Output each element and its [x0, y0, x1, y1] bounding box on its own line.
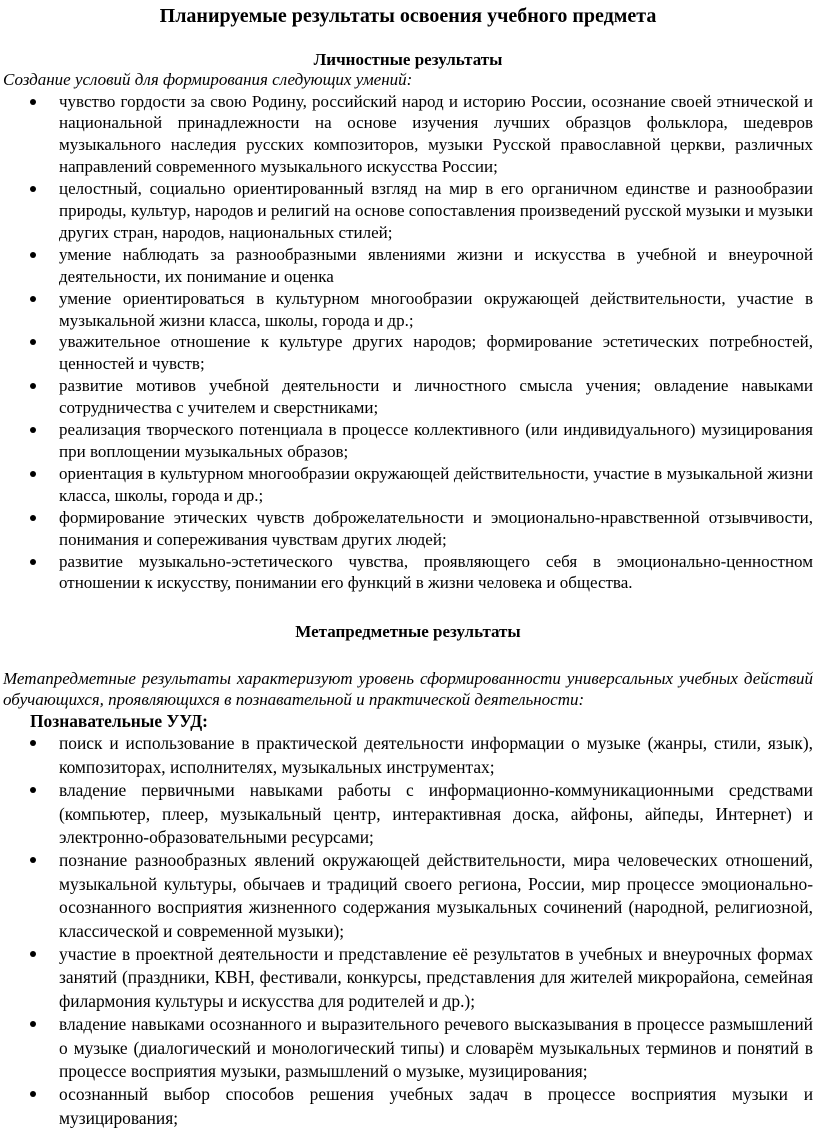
list-item: [3, 1083, 813, 1130]
document-title: Планируемые результаты освоения учебного предмета: [159, 5, 657, 27]
list-item-text: владение навыками осознанного и выразительного речевого высказывания в процессе размышлений о музыке (диалогический и монологический типы) и словарём музыкальных терминов и понятий в процессе восприятия музыки, размышлений о музыке, музицирования;: [59, 1014, 813, 1082]
list-item-text: уважительное отношение к культуре других народов; формирование эстетических потребностей, ценностей и чувств;: [59, 332, 813, 374]
list-item-text: развитие мотивов учебной деятельности и личностного смысла учения; овладение навыками сотрудничества с учителем и сверстниками;: [59, 376, 813, 418]
bullet-icon: [30, 515, 36, 521]
bullet-icon: [30, 1021, 36, 1027]
list-item-text: развитие музыкально-эстетического чувства, проявляющего себя в эмоционально-ценностном отношении к искусству, понимании его функций в жизни человека и общества.: [59, 551, 813, 593]
list-item: [3, 507, 813, 551]
list-item: [3, 178, 813, 244]
list-item: [3, 551, 813, 595]
list-item: [3, 331, 813, 375]
list-item-text: чувство гордости за свою Родину, российский народ и историю России, осознание своей этнической и национальной принадлежности на основе изучения лучших образцов фольклора, шедевров музыкального наследия русских композиторов, музыки Русской православной церкви, различных направлений современного музыкального искусства России;: [59, 91, 813, 177]
list-item: [3, 375, 813, 419]
bullet-icon: [30, 1091, 36, 1097]
list-item: [3, 849, 813, 943]
section-gap: [3, 642, 813, 667]
bullet-icon: [30, 339, 36, 345]
list-item-text: осознанный выбор способов решения учебных задач в процессе восприятия музыки и музицирования;: [59, 1084, 813, 1128]
list-item-text: целостный, социально ориентированный взгляд на мир в его органичном единстве и разнообразии природы, культур, народов и религий на основе сопоставления произведений русской музыки и музыки других стран, народов, национальных стилей;: [59, 179, 813, 242]
list-item: [3, 1013, 813, 1083]
list-item: [3, 419, 813, 463]
meta-results-heading: Метапредметные результаты: [295, 622, 521, 642]
cognitive-uud-heading: Познавательные УУД:: [30, 711, 208, 732]
bullet-icon: [30, 787, 36, 793]
list-item: [3, 732, 813, 779]
section-gap: [3, 594, 813, 622]
list-item: [3, 779, 813, 849]
list-item: [3, 943, 813, 1013]
list-item: [3, 244, 813, 288]
list-item-text: ориентация в культурном многообразии окружающей действительности, участие в музыкальной жизни класса, школы, города и др.;: [59, 463, 813, 505]
list-item: [3, 91, 813, 179]
list-item-text: участие в проектной деятельности и представление её результатов в учебных и внеурочных формах занятий (праздники, КВН, фестивали, конкурсы, представления для жителей микрорайона, семейная филармония культуры и искусства для родителей и др.);: [59, 944, 813, 1011]
personal-results-heading: Личностные результаты: [313, 50, 503, 69]
list-item-text: умение ориентироваться в культурном многообразии окружающей действительности, участие в музыкальной жизни класса, школы, города и др.;: [59, 288, 813, 330]
bullet-icon: [30, 951, 36, 957]
bullet-icon: [30, 252, 36, 258]
bullet-icon: [30, 99, 36, 105]
list-item: [3, 288, 813, 332]
list-item-text: умение наблюдать за разнообразными явлениями жизни и искусства в учебной и внеурочной деятельности, их понимание и оценка: [59, 244, 813, 286]
cognitive-uud-list: [3, 732, 813, 1130]
meta-results-intro: Метапредметные результаты характеризуют уровень сформированности универсальных учебных действий обучающихся, проявляющихся в познавательной и практической деятельности:: [3, 669, 813, 709]
bullet-icon: [30, 740, 36, 746]
bullet-icon: [30, 383, 36, 389]
list-item-text: владение первичными навыками работы с информационно-коммуникационными средствами (компьютер, плеер, музыкальный центр, интерактивная доска, айфоны, айпеды, Интернет) и электронно-образовательными ресурсами;: [59, 780, 813, 847]
bullet-icon: [30, 427, 36, 433]
bullet-icon: [30, 296, 36, 302]
personal-results-list: [3, 91, 813, 595]
bullet-icon: [30, 471, 36, 477]
bullet-icon: [30, 186, 36, 192]
bullet-icon: [30, 857, 36, 863]
list-item-text: познание разнообразных явлений окружающей действительности, мира человеческих отношений, музыкальной культуры, обычаев и традиций своего региона, России, мир процессе эмоционально-осознанного восприятия жизненного содержания музыкальных сочинений (народной, религиозной, классической и современной музыки);: [59, 850, 813, 941]
list-item-text: реализация творческого потенциала в процессе коллективного (или индивидуального) музицирования при воплощении музыкальных образов;: [59, 420, 813, 461]
personal-results-intro: Создание условий для формирования следующих умений:: [3, 70, 413, 89]
bullet-icon: [30, 559, 36, 565]
list-item: [3, 463, 813, 507]
list-item-text: поиск и использование в практической деятельности информации о музыке (жанры, стили, язык), композиторах, исполнителях, музыкальных инструментах;: [59, 733, 813, 777]
list-item-text: формирование этических чувств доброжелательности и эмоционально-нравственной отзывчивости, понимания и сопереживания чувствам других людей;: [59, 507, 813, 549]
